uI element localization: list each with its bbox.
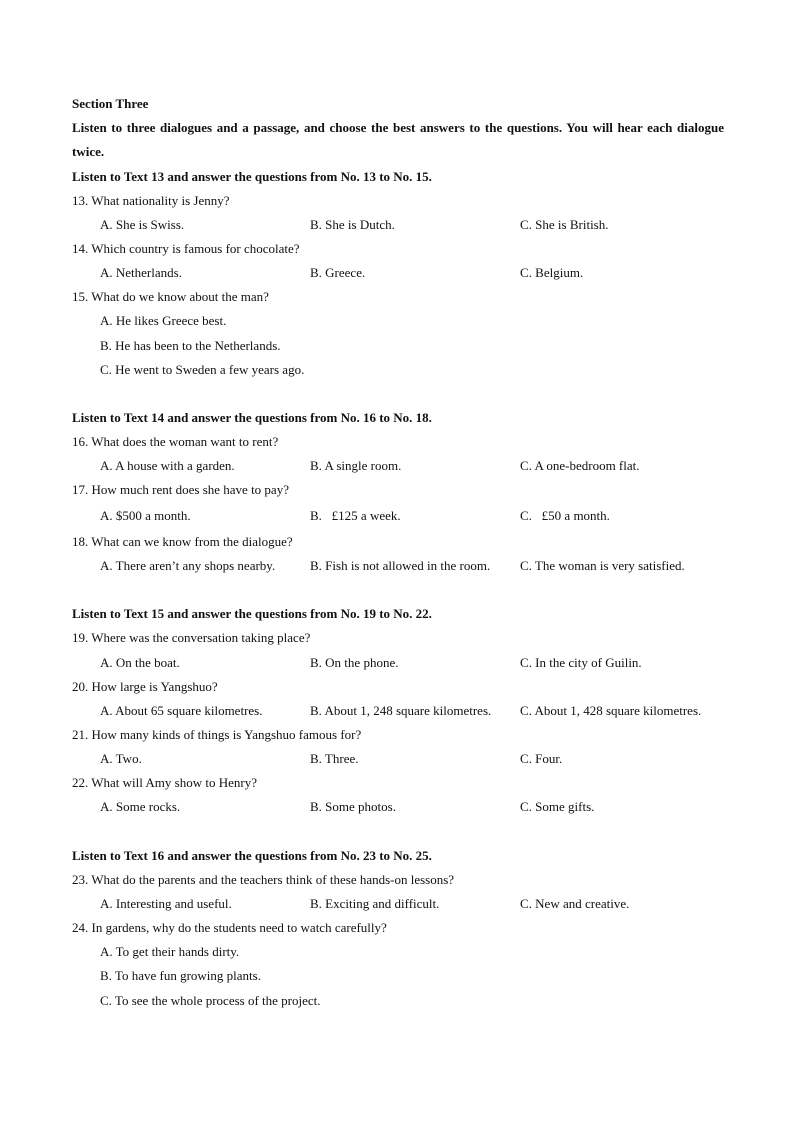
option-a[interactable]: A. He likes Greece best. bbox=[100, 313, 227, 328]
question-text: 15. What do we know about the man? bbox=[72, 289, 269, 304]
option-a[interactable]: A. Some rocks. bbox=[100, 799, 181, 814]
question-text: 17. How much rent does she have to pay? bbox=[72, 482, 289, 497]
option-a[interactable]: A. Netherlands. bbox=[100, 265, 182, 280]
group-header: Listen to Text 15 and answer the questions from No. 19 to No. 22. bbox=[72, 606, 432, 621]
option-c[interactable]: C. He went to Sweden a few years ago. bbox=[100, 362, 305, 377]
option-b[interactable]: B. Three. bbox=[310, 751, 359, 766]
option-c[interactable]: C. In the city of Guilin. bbox=[520, 655, 642, 670]
option-c[interactable]: C. A one-bedroom flat. bbox=[520, 458, 640, 473]
section-title: Section Three bbox=[72, 96, 149, 111]
group-header: Listen to Text 13 and answer the questions from No. 13 to No. 15. bbox=[72, 169, 432, 184]
option-b[interactable]: B. About 1, 248 square kilometres. bbox=[310, 703, 492, 718]
option-b[interactable]: B. Some photos. bbox=[310, 799, 396, 814]
option-c[interactable]: C. About 1, 428 square kilometres. bbox=[520, 703, 702, 718]
option-a[interactable]: A. Two. bbox=[100, 751, 142, 766]
option-b[interactable]: B. He has been to the Netherlands. bbox=[100, 338, 281, 353]
question-text: 21. How many kinds of things is Yangshuo famous for? bbox=[72, 727, 362, 742]
question-text: 14. Which country is famous for chocolate? bbox=[72, 241, 300, 256]
option-b[interactable]: B. On the phone. bbox=[310, 655, 399, 670]
instructions: Listen to three dialogues and a passage, and choose the best answers to the questions. You will hear each dialogue twice. bbox=[72, 120, 724, 159]
option-a[interactable]: A. To get their hands dirty. bbox=[100, 944, 240, 959]
option-b[interactable]: B. A single room. bbox=[310, 458, 402, 473]
option-c[interactable]: C. Belgium. bbox=[520, 265, 584, 280]
option-a[interactable]: A. There aren’t any shops nearby. bbox=[100, 558, 276, 573]
option-c[interactable]: C. Some gifts. bbox=[520, 799, 595, 814]
option-b[interactable]: B. Greece. bbox=[310, 265, 366, 280]
option-c[interactable]: C. The woman is very satisfied. bbox=[520, 558, 685, 573]
option-c[interactable]: C. To see the whole process of the project. bbox=[100, 993, 321, 1008]
question-text: 22. What will Amy show to Henry? bbox=[72, 775, 257, 790]
group-header: Listen to Text 14 and answer the questions from No. 16 to No. 18. bbox=[72, 410, 432, 425]
question-text: 20. How large is Yangshuo? bbox=[72, 679, 218, 694]
option-c[interactable]: C. She is British. bbox=[520, 217, 609, 232]
option-a[interactable]: A. $500 a month. bbox=[100, 508, 191, 523]
option-b[interactable]: B. She is Dutch. bbox=[310, 217, 395, 232]
option-a[interactable]: A. She is Swiss. bbox=[100, 217, 185, 232]
option-b[interactable]: B. £125 a week. bbox=[310, 508, 401, 523]
question-text: 13. What nationality is Jenny? bbox=[72, 193, 230, 208]
option-c[interactable]: C. £50 a month. bbox=[520, 508, 610, 523]
question-text: 24. In gardens, why do the students need to watch carefully? bbox=[72, 920, 387, 935]
option-a[interactable]: A. A house with a garden. bbox=[100, 458, 235, 473]
option-c[interactable]: C. New and creative. bbox=[520, 896, 630, 911]
group-header: Listen to Text 16 and answer the questions from No. 23 to No. 25. bbox=[72, 848, 432, 863]
question-text: 19. Where was the conversation taking place? bbox=[72, 630, 311, 645]
option-a[interactable]: A. About 65 square kilometres. bbox=[100, 703, 263, 718]
option-b[interactable]: B. Exciting and difficult. bbox=[310, 896, 440, 911]
question-text: 23. What do the parents and the teachers think of these hands-on lessons? bbox=[72, 872, 455, 887]
option-a[interactable]: A. On the boat. bbox=[100, 655, 180, 670]
option-c[interactable]: C. Four. bbox=[520, 751, 563, 766]
question-text: 18. What can we know from the dialogue? bbox=[72, 534, 293, 549]
option-b[interactable]: B. To have fun growing plants. bbox=[100, 968, 261, 983]
option-a[interactable]: A. Interesting and useful. bbox=[100, 896, 232, 911]
question-text: 16. What does the woman want to rent? bbox=[72, 434, 279, 449]
option-b[interactable]: B. Fish is not allowed in the room. bbox=[310, 558, 491, 573]
